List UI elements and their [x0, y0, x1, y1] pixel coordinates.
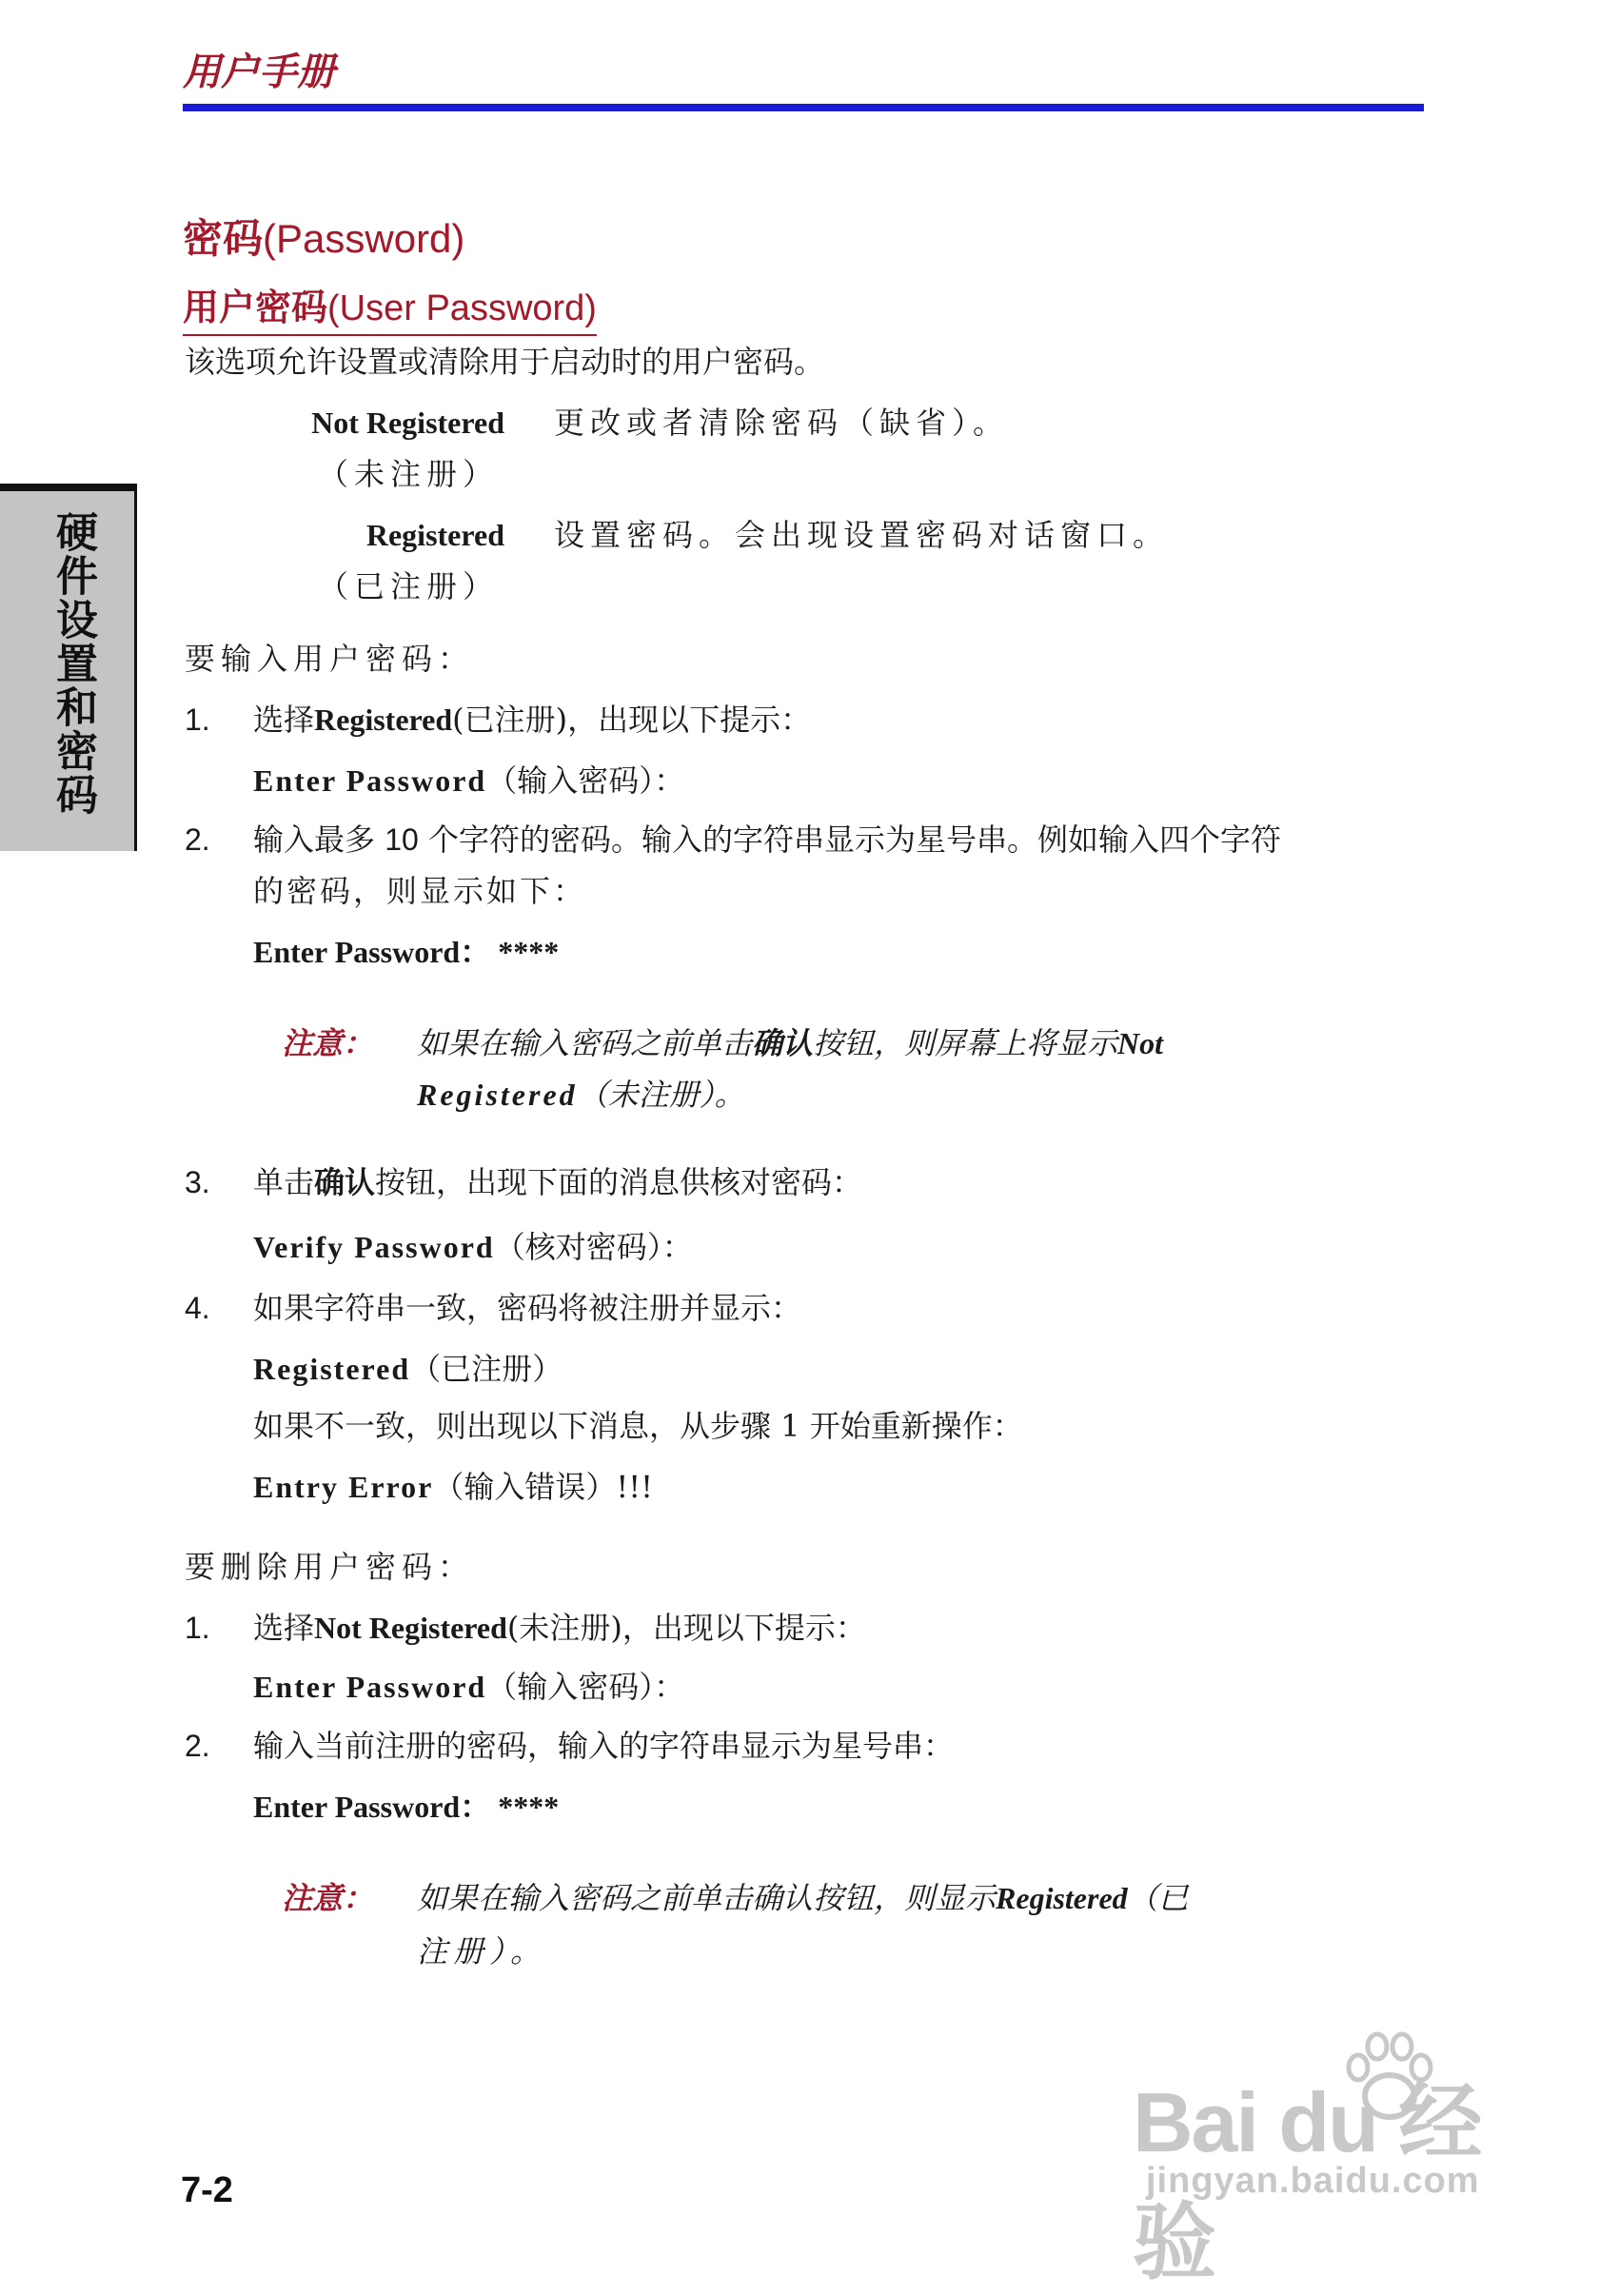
step-text: 如果字符串一致，密码将被注册并显示： [253, 1290, 802, 1326]
section-title: 密码(Password) [183, 215, 465, 262]
subsection-title: 用户密码(User Password) [183, 278, 597, 336]
step-text: 选择Registered(已注册)，出现以下提示： [253, 702, 812, 738]
step-text: 输入当前注册的密码，输入的字符串显示为星号串： [253, 1728, 955, 1764]
step-number: 2. [185, 1729, 210, 1763]
chapter-side-tab [0, 484, 137, 851]
mismatch-text: 如果不一致，则出现以下消息，从步骤 1 开始重新操作： [253, 1408, 1023, 1444]
intro-paragraph: 该选项允许设置或清除用于启动时的用户密码。 [185, 344, 825, 380]
prompt-line: Enter Password（输入密码）： [253, 1669, 685, 1705]
note-text: 如果在输入密码之前单击确认按钮，则屏幕上将显示Not [417, 1025, 1164, 1061]
prompt-display: Enter Password： **** [253, 935, 560, 969]
watermark-logo: Bai du 经验 [1133, 2075, 1481, 2289]
option-description: 更改或者清除密码（缺省）。 [554, 405, 1010, 441]
chapter-side-tab-label: 硬件设置和密码 [49, 510, 97, 817]
header-rule [183, 104, 1424, 111]
baidu-watermark [1133, 2037, 1532, 2289]
step-number: 1. [185, 703, 210, 737]
enter-heading: 要输入用户密码： [185, 641, 475, 677]
watermark-site: jingyan.baidu.com [1146, 2161, 1480, 2201]
step-text: 单击确认按钮，出现下面的消息供核对密码： [253, 1164, 863, 1200]
option-name: Not Registered [311, 406, 504, 440]
step-number: 2. [185, 822, 210, 857]
error-line: Entry Error（输入错误）!!! [253, 1469, 653, 1505]
step-text: 输入最多 10 个字符的密码。输入的字符串显示为星号串。例如输入四个字符 [253, 821, 1281, 858]
note-label: 注意： [282, 1880, 374, 1916]
page-number: 7-2 [181, 2170, 233, 2210]
step-number: 1. [185, 1611, 210, 1645]
step-number: 4. [185, 1291, 210, 1325]
note-text-continued: 注册）。 [417, 1933, 547, 1969]
note-text: 如果在输入密码之前单击确认按钮，则显示Registered（已 [417, 1880, 1189, 1916]
note-text-continued: Registered（未注册）。 [417, 1077, 745, 1113]
step-number: 3. [185, 1165, 210, 1199]
prompt-line: Verify Password（核对密码）： [253, 1229, 693, 1265]
running-header: 用户手册 [183, 50, 335, 94]
option-description: 设置密码。会出现设置密码对话窗口。 [554, 517, 1170, 553]
prompt-display: Enter Password： **** [253, 1790, 560, 1824]
delete-heading: 要删除用户密码： [185, 1549, 475, 1585]
option-subname: （已注册） [318, 568, 500, 604]
option-name: Registered [365, 518, 504, 552]
result-line: Registered（已注册） [253, 1351, 563, 1387]
prompt-line: Enter Password（输入密码）： [253, 762, 685, 799]
step-text-continued: 的密码，则显示如下： [253, 873, 587, 909]
note-label: 注意： [282, 1025, 374, 1061]
step-text: 选择Not Registered(未注册)，出现以下提示： [253, 1610, 866, 1646]
option-subname: （未注册） [318, 456, 500, 492]
